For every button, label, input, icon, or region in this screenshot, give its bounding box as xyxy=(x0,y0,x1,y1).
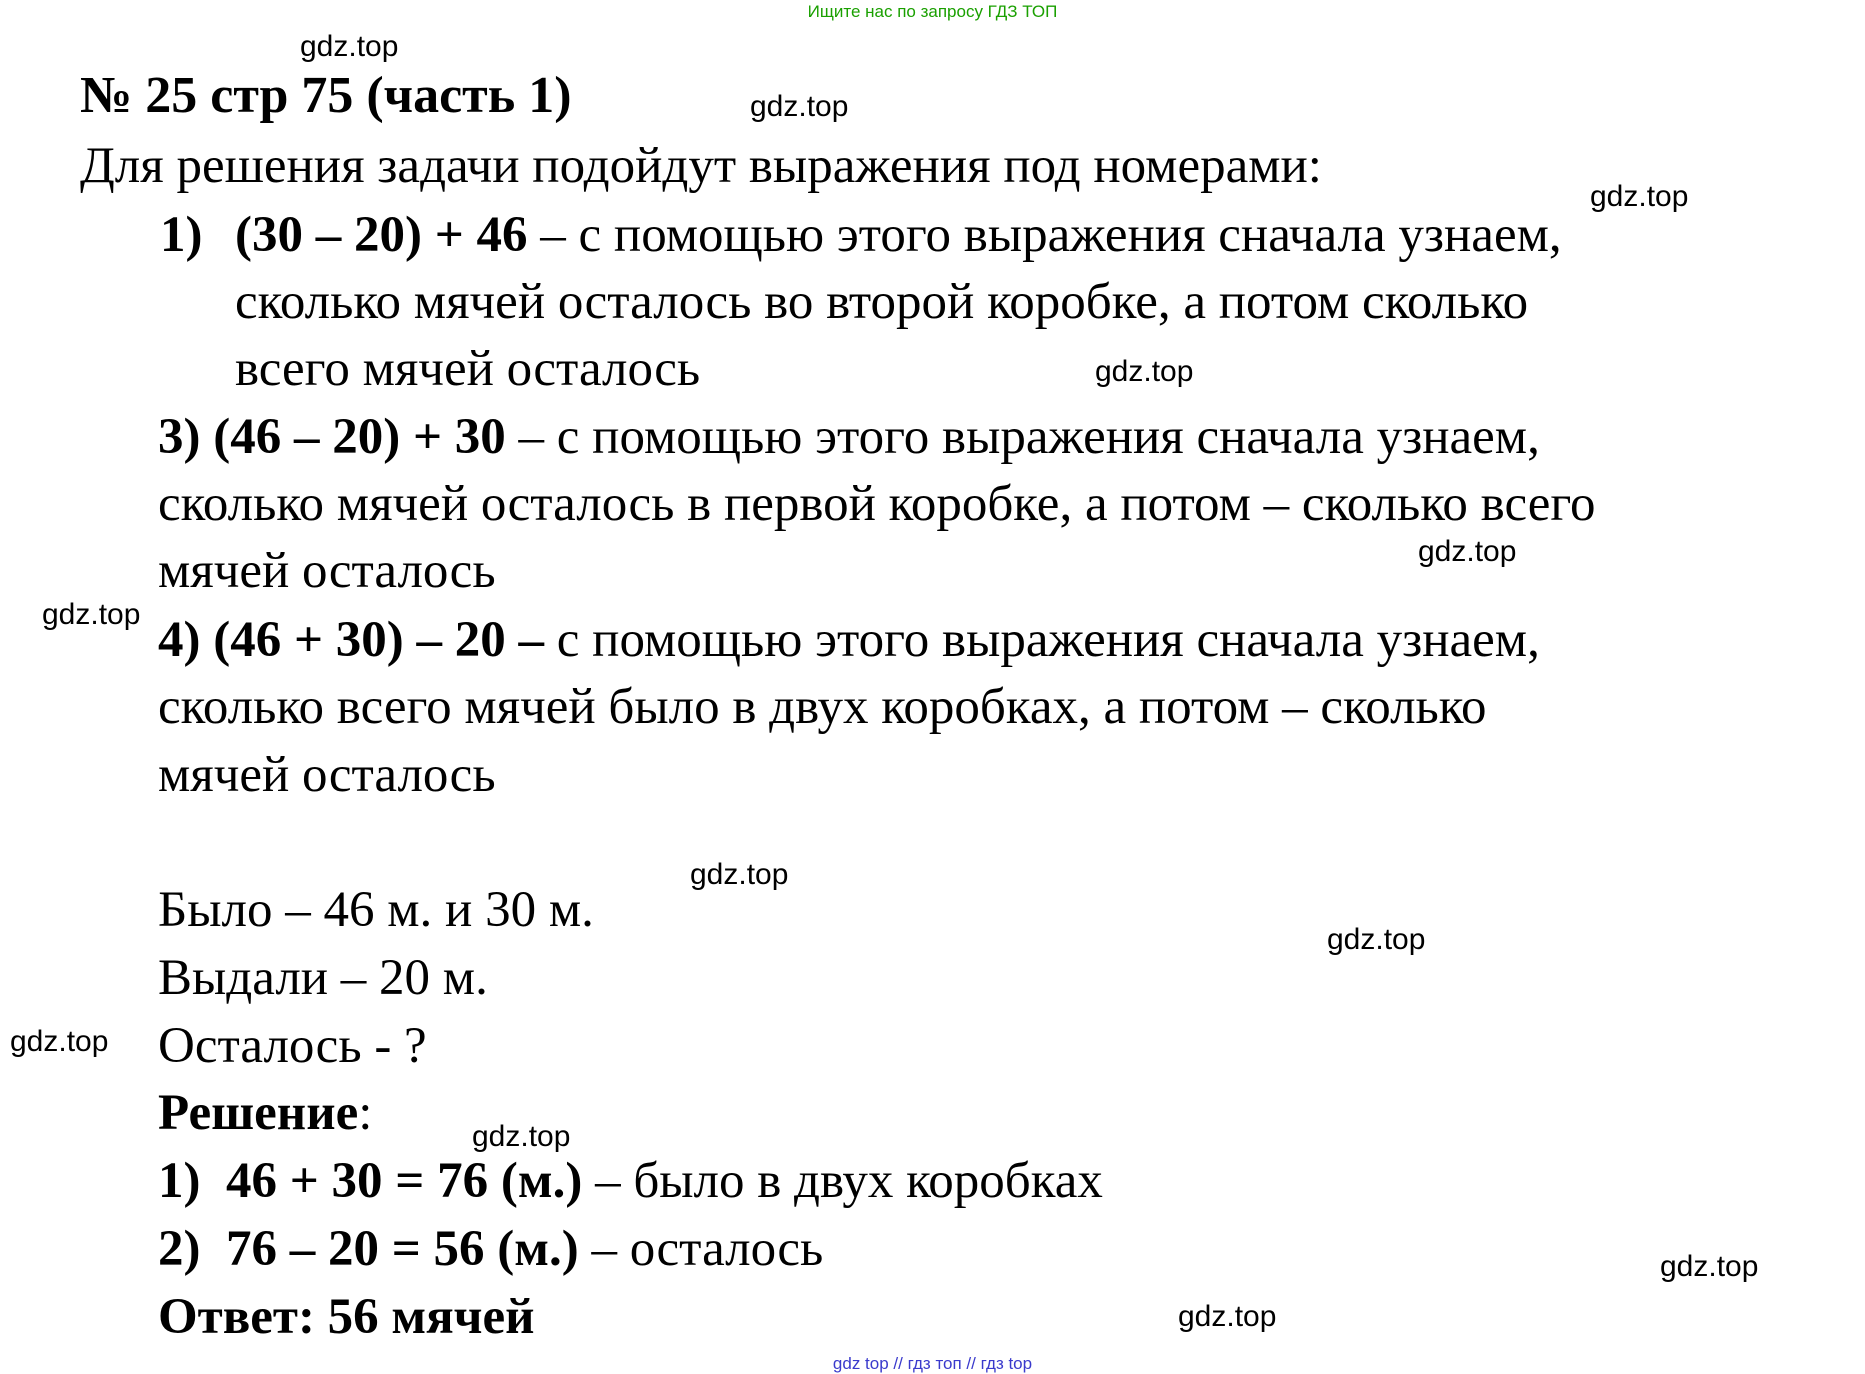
item-expression: (30 – 20) + 46 xyxy=(235,207,528,263)
step-text: – было в двух коробках xyxy=(582,1153,1103,1209)
solution-label: Решение xyxy=(158,1085,359,1141)
item-4-line-3: мячей осталось xyxy=(158,747,496,803)
step-number: 2) xyxy=(158,1221,201,1277)
item-4-line-1 xyxy=(158,610,1540,670)
solution-step-1 xyxy=(158,1151,1103,1211)
bottom-banner: gdz top // гдз топ // гдз top xyxy=(832,1354,1033,1373)
condition-was: Было – 46 м. и 30 м. xyxy=(158,882,594,938)
watermark: gdz.top xyxy=(1178,1300,1277,1333)
item-expression: (46 + 30) – 20 – xyxy=(213,612,545,668)
item-text: с помощью этого выражения сначала узнаем, xyxy=(544,612,1540,668)
watermark: gdz.top xyxy=(1590,180,1689,213)
watermark: gdz.top xyxy=(1327,923,1426,956)
step-number: 1) xyxy=(158,1153,201,1209)
item-number: 3) xyxy=(158,409,201,465)
solution-heading xyxy=(158,1083,372,1143)
top-banner: Ищите нас по запросу ГДЗ ТОП xyxy=(807,2,1058,21)
solution-step-2 xyxy=(158,1219,823,1279)
item-1-line-3: всего мячей осталось xyxy=(235,341,701,397)
intro-text: Для решения задачи подойдут выражения под номерами: xyxy=(80,138,1322,194)
watermark: gdz.top xyxy=(690,858,789,891)
condition-left: Осталось - ? xyxy=(158,1018,427,1074)
step-expression: 76 – 20 = 56 (м.) xyxy=(225,1221,579,1277)
item-3-line-1 xyxy=(158,407,1540,467)
item-3-line-3: мячей осталось xyxy=(158,543,496,599)
answer-text: Ответ: 56 мячей xyxy=(158,1289,535,1345)
watermark: gdz.top xyxy=(1095,355,1194,388)
solution-answer xyxy=(158,1287,535,1347)
item-expression: (46 – 20) + 30 xyxy=(213,409,506,465)
item-1-expression-line xyxy=(235,205,1562,265)
watermark: gdz.top xyxy=(1418,535,1517,568)
watermark: gdz.top xyxy=(42,598,141,631)
watermark: gdz.top xyxy=(10,1025,109,1058)
watermark: gdz.top xyxy=(300,30,399,63)
condition-given: Выдали – 20 м. xyxy=(158,950,488,1006)
step-expression: 46 + 30 = 76 (м.) xyxy=(225,1153,583,1209)
item-1-line-1 xyxy=(160,205,202,265)
item-number: 4) xyxy=(158,612,201,668)
watermark: gdz.top xyxy=(1660,1250,1759,1283)
item-1-line-2: сколько мячей осталось во второй коробке, а потом сколько xyxy=(235,274,1529,330)
page-title: № 25 стр 75 (часть 1) xyxy=(80,67,572,124)
watermark: gdz.top xyxy=(472,1120,571,1153)
step-text: – осталось xyxy=(578,1221,824,1277)
item-text: – с помощью этого выражения сначала узнаем, xyxy=(527,207,1562,263)
solution-colon: : xyxy=(358,1085,373,1141)
item-4-line-2: сколько всего мячей было в двух коробках, а потом – сколько xyxy=(158,679,1487,735)
watermark: gdz.top xyxy=(750,90,849,123)
item-text: – с помощью этого выражения сначала узнаем, xyxy=(505,409,1540,465)
item-number: 1) xyxy=(160,207,203,263)
item-3-line-2: сколько мячей осталось в первой коробке, а потом – сколько всего xyxy=(158,476,1596,532)
